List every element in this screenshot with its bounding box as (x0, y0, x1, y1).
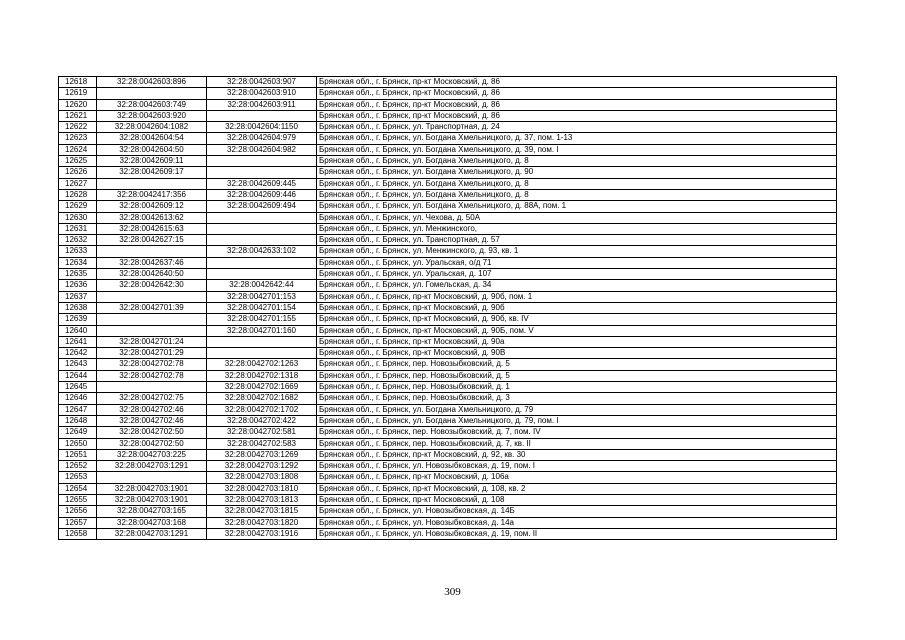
building-cadastral-cell: 32:28:0042609:446 (207, 189, 317, 200)
record-number-cell: 12647 (59, 404, 97, 415)
land-plot-cadastral-cell: 32:28:0042702:78 (97, 370, 207, 381)
table-row (59, 291, 837, 302)
record-number-cell: 12634 (59, 257, 97, 268)
address-cell: Брянская обл., г. Брянск, ул. Чехова, д. 50А (317, 212, 837, 223)
address-cell: Брянская обл., г. Брянск, ул. Богдана Хмельницкого, д. 8 (317, 189, 837, 200)
record-number-cell: 12650 (59, 438, 97, 449)
building-cadastral-cell: 32:28:0042702:1263 (207, 359, 317, 370)
address-cell: Брянская обл., г. Брянск, пр-кт Московский, д. 86 (317, 99, 837, 110)
table-row (59, 235, 837, 246)
building-cadastral-cell: 32:28:0042703:1813 (207, 494, 317, 505)
record-number-cell: 12646 (59, 393, 97, 404)
land-plot-cadastral-cell: 32:28:0042603:896 (97, 77, 207, 88)
address-cell: Брянская обл., г. Брянск, ул. Уральская, о/д 71 (317, 257, 837, 268)
land-plot-cadastral-cell: 32:28:0042642:30 (97, 280, 207, 291)
land-plot-cadastral-cell: 32:28:0042637:46 (97, 257, 207, 268)
address-cell: Брянская обл., г. Брянск, ул. Богдана Хмельницкого, д. 8 (317, 156, 837, 167)
building-cadastral-cell: 32:28:0042701:153 (207, 291, 317, 302)
address-cell: Брянская обл., г. Брянск, пр-кт Московский, д. 86 (317, 110, 837, 121)
address-cell: Брянская обл., г. Брянск, пр-кт Московский, д. 90Б, пом. V (317, 325, 837, 336)
land-plot-cadastral-cell: 32:28:0042603:749 (97, 99, 207, 110)
table-row (59, 88, 837, 99)
land-plot-cadastral-cell: 32:28:0042703:165 (97, 506, 207, 517)
land-plot-cadastral-cell: 32:28:0042604:54 (97, 133, 207, 144)
building-cadastral-cell: 32:28:0042609:445 (207, 178, 317, 189)
building-cadastral-cell: 32:28:0042703:1916 (207, 528, 317, 539)
building-cadastral-cell (207, 257, 317, 268)
land-plot-cadastral-cell: 32:28:0042701:29 (97, 348, 207, 359)
land-plot-cadastral-cell: 32:28:0042702:75 (97, 393, 207, 404)
building-cadastral-cell: 32:28:0042702:583 (207, 438, 317, 449)
record-number-cell: 12649 (59, 427, 97, 438)
land-plot-cadastral-cell: 32:28:0042604:1082 (97, 122, 207, 133)
address-cell: Брянская обл., г. Брянск, пер. Новозыбковский, д. 5 (317, 370, 837, 381)
address-cell: Брянская обл., г. Брянск, ул. Транспортная, д. 24 (317, 122, 837, 133)
land-plot-cadastral-cell (97, 382, 207, 393)
address-cell: Брянская обл., г. Брянск, ул. Транспортная, д. 57 (317, 235, 837, 246)
building-cadastral-cell (207, 336, 317, 347)
record-number-cell: 12642 (59, 348, 97, 359)
record-number-cell: 12637 (59, 291, 97, 302)
record-number-cell: 12644 (59, 370, 97, 381)
page-number: 309 (444, 586, 461, 598)
address-cell: Брянская обл., г. Брянск, пр-кт Московский, д. 90б (317, 302, 837, 313)
address-cell: Брянская обл., г. Брянск, пр-кт Московский, д. 106а (317, 472, 837, 483)
address-cell: Брянская обл., г. Брянск, ул. Богдана Хмельницкого, д. 79 (317, 404, 837, 415)
address-cell: Брянская обл., г. Брянск, пр-кт Московский, д. 108 (317, 494, 837, 505)
building-cadastral-cell (207, 110, 317, 121)
record-number-cell: 12657 (59, 517, 97, 528)
building-cadastral-cell (207, 212, 317, 223)
building-cadastral-cell (207, 348, 317, 359)
land-plot-cadastral-cell: 32:28:0042609:11 (97, 156, 207, 167)
registry-table-body (59, 77, 837, 540)
building-cadastral-cell: 32:28:0042703:1808 (207, 472, 317, 483)
record-number-cell: 12628 (59, 189, 97, 200)
table-row (59, 302, 837, 313)
table-row (59, 189, 837, 200)
land-plot-cadastral-cell: 32:28:0042627:15 (97, 235, 207, 246)
record-number-cell: 12620 (59, 99, 97, 110)
building-cadastral-cell (207, 167, 317, 178)
record-number-cell: 12624 (59, 144, 97, 155)
land-plot-cadastral-cell: 32:28:0042703:1901 (97, 483, 207, 494)
record-number-cell: 12651 (59, 449, 97, 460)
building-cadastral-cell: 32:28:0042642:44 (207, 280, 317, 291)
table-row (59, 449, 837, 460)
land-plot-cadastral-cell: 32:28:0042703:1291 (97, 461, 207, 472)
table-row (59, 359, 837, 370)
land-plot-cadastral-cell (97, 88, 207, 99)
building-cadastral-cell: 32:28:0042603:911 (207, 99, 317, 110)
table-row (59, 494, 837, 505)
record-number-cell: 12639 (59, 314, 97, 325)
record-number-cell: 12645 (59, 382, 97, 393)
table-row (59, 122, 837, 133)
building-cadastral-cell: 32:28:0042702:1682 (207, 393, 317, 404)
table-row (59, 133, 837, 144)
table-row (59, 393, 837, 404)
building-cadastral-cell: 32:28:0042603:910 (207, 88, 317, 99)
table-row (59, 415, 837, 426)
table-row (59, 269, 837, 280)
record-number-cell: 12638 (59, 302, 97, 313)
record-number-cell: 12655 (59, 494, 97, 505)
record-number-cell: 12653 (59, 472, 97, 483)
table-row (59, 257, 837, 268)
record-number-cell: 12654 (59, 483, 97, 494)
land-plot-cadastral-cell (97, 291, 207, 302)
land-plot-cadastral-cell (97, 246, 207, 257)
table-row (59, 314, 837, 325)
land-plot-cadastral-cell: 32:28:0042703:225 (97, 449, 207, 460)
address-cell: Брянская обл., г. Брянск, пер. Новозыбковский, д. 3 (317, 393, 837, 404)
building-cadastral-cell (207, 156, 317, 167)
land-plot-cadastral-cell: 32:28:0042702:46 (97, 415, 207, 426)
building-cadastral-cell (207, 223, 317, 234)
building-cadastral-cell: 32:28:0042703:1292 (207, 461, 317, 472)
table-row (59, 382, 837, 393)
table-row (59, 438, 837, 449)
building-cadastral-cell: 32:28:0042604:982 (207, 144, 317, 155)
address-cell: Брянская обл., г. Брянск, пр-кт Московский, д. 86 (317, 77, 837, 88)
address-cell: Брянская обл., г. Брянск, ул. Новозыбковская, д. 19, пом. I (317, 461, 837, 472)
land-plot-cadastral-cell (97, 472, 207, 483)
building-cadastral-cell: 32:28:0042703:1810 (207, 483, 317, 494)
building-cadastral-cell: 32:28:0042702:1702 (207, 404, 317, 415)
address-cell: Брянская обл., г. Брянск, пр-кт Московский, д. 86 (317, 88, 837, 99)
land-plot-cadastral-cell: 32:28:0042640:50 (97, 269, 207, 280)
record-number-cell: 12621 (59, 110, 97, 121)
table-row (59, 404, 837, 415)
address-cell: Брянская обл., г. Брянск, пер. Новозыбковский, д. 1 (317, 382, 837, 393)
record-number-cell: 12619 (59, 88, 97, 99)
address-cell: Брянская обл., г. Брянск, ул. Богдана Хмельницкого, д. 8 (317, 178, 837, 189)
record-number-cell: 12640 (59, 325, 97, 336)
building-cadastral-cell: 32:28:0042603:907 (207, 77, 317, 88)
address-cell: Брянская обл., г. Брянск, ул. Новозыбковская, д. 14а (317, 517, 837, 528)
record-number-cell: 12631 (59, 223, 97, 234)
record-number-cell: 12652 (59, 461, 97, 472)
building-cadastral-cell: 32:28:0042703:1269 (207, 449, 317, 460)
table-row (59, 461, 837, 472)
address-cell: Брянская обл., г. Брянск, ул. Уральская, д. 107 (317, 269, 837, 280)
table-row (59, 178, 837, 189)
record-number-cell: 12623 (59, 133, 97, 144)
record-number-cell: 12629 (59, 201, 97, 212)
table-row (59, 427, 837, 438)
land-plot-cadastral-cell: 32:28:0042701:39 (97, 302, 207, 313)
table-row (59, 506, 837, 517)
table-row (59, 144, 837, 155)
land-plot-cadastral-cell: 32:28:0042703:168 (97, 517, 207, 528)
address-cell: Брянская обл., г. Брянск, пр-кт Московский, д. 90б, кв. IV (317, 314, 837, 325)
land-plot-cadastral-cell: 32:28:0042417:356 (97, 189, 207, 200)
land-plot-cadastral-cell: 32:28:0042613:62 (97, 212, 207, 223)
land-plot-cadastral-cell (97, 314, 207, 325)
address-cell: Брянская обл., г. Брянск, ул. Богдана Хмельницкого, д. 88А, пом. 1 (317, 201, 837, 212)
table-row (59, 370, 837, 381)
building-cadastral-cell: 32:28:0042702:1318 (207, 370, 317, 381)
building-cadastral-cell: 32:28:0042703:1815 (207, 506, 317, 517)
land-plot-cadastral-cell: 32:28:0042702:78 (97, 359, 207, 370)
record-number-cell: 12626 (59, 167, 97, 178)
building-cadastral-cell: 32:28:0042702:581 (207, 427, 317, 438)
registry-table (58, 76, 837, 540)
building-cadastral-cell: 32:28:0042633:102 (207, 246, 317, 257)
address-cell: Брянская обл., г. Брянск, ул. Гомельская, д. 34 (317, 280, 837, 291)
land-plot-cadastral-cell (97, 325, 207, 336)
table-row (59, 483, 837, 494)
building-cadastral-cell: 32:28:0042609:494 (207, 201, 317, 212)
address-cell: Брянская обл., г. Брянск, пр-кт Московский, д. 90В (317, 348, 837, 359)
address-cell: Брянская обл., г. Брянск, ул. Богдана Хмельницкого, д. 79, пом. I (317, 415, 837, 426)
table-row (59, 325, 837, 336)
table-row (59, 280, 837, 291)
table-row (59, 472, 837, 483)
table-row (59, 212, 837, 223)
address-cell: Брянская обл., г. Брянск, ул. Менжинского, (317, 223, 837, 234)
land-plot-cadastral-cell (97, 178, 207, 189)
address-cell: Брянская обл., г. Брянск, ул. Новозыбковская, д. 14Б (317, 506, 837, 517)
table-row (59, 336, 837, 347)
land-plot-cadastral-cell: 32:28:0042703:1291 (97, 528, 207, 539)
address-cell: Брянская обл., г. Брянск, пр-кт Московский, д. 92, кв. 30 (317, 449, 837, 460)
land-plot-cadastral-cell: 32:28:0042609:17 (97, 167, 207, 178)
address-cell: Брянская обл., г. Брянск, пр-кт Московский, д. 90а (317, 336, 837, 347)
building-cadastral-cell: 32:28:0042701:154 (207, 302, 317, 313)
land-plot-cadastral-cell: 32:28:0042603:920 (97, 110, 207, 121)
record-number-cell: 12641 (59, 336, 97, 347)
record-number-cell: 12625 (59, 156, 97, 167)
building-cadastral-cell: 32:28:0042701:160 (207, 325, 317, 336)
address-cell: Брянская обл., г. Брянск, пер. Новозыбковский, д. 7, пом. IV (317, 427, 837, 438)
record-number-cell: 12643 (59, 359, 97, 370)
building-cadastral-cell: 32:28:0042701:155 (207, 314, 317, 325)
record-number-cell: 12656 (59, 506, 97, 517)
address-cell: Брянская обл., г. Брянск, ул. Богдана Хмельницкого, д. 37, пом. 1-13 (317, 133, 837, 144)
land-plot-cadastral-cell: 32:28:0042702:50 (97, 438, 207, 449)
land-plot-cadastral-cell: 32:28:0042702:46 (97, 404, 207, 415)
table-row (59, 167, 837, 178)
record-number-cell: 12627 (59, 178, 97, 189)
building-cadastral-cell: 32:28:0042604:1150 (207, 122, 317, 133)
land-plot-cadastral-cell: 32:28:0042604:50 (97, 144, 207, 155)
building-cadastral-cell (207, 235, 317, 246)
building-cadastral-cell: 32:28:0042703:1820 (207, 517, 317, 528)
record-number-cell: 12648 (59, 415, 97, 426)
building-cadastral-cell (207, 269, 317, 280)
land-plot-cadastral-cell: 32:28:0042702:50 (97, 427, 207, 438)
land-plot-cadastral-cell: 32:28:0042609:12 (97, 201, 207, 212)
address-cell: Брянская обл., г. Брянск, ул. Богдана Хмельницкого, д. 90 (317, 167, 837, 178)
table-row (59, 348, 837, 359)
record-number-cell: 12630 (59, 212, 97, 223)
building-cadastral-cell: 32:28:0042702:422 (207, 415, 317, 426)
table-row (59, 77, 837, 88)
land-plot-cadastral-cell: 32:28:0042615:63 (97, 223, 207, 234)
address-cell: Брянская обл., г. Брянск, пр-кт Московский, д. 108, кв. 2 (317, 483, 837, 494)
table-row (59, 246, 837, 257)
address-cell: Брянская обл., г. Брянск, ул. Новозыбковская, д. 19, пом. II (317, 528, 837, 539)
address-cell: Брянская обл., г. Брянск, пер. Новозыбковский, д. 7, кв. II (317, 438, 837, 449)
land-plot-cadastral-cell: 32:28:0042701:24 (97, 336, 207, 347)
address-cell: Брянская обл., г. Брянск, пер. Новозыбковский, д. 5 (317, 359, 837, 370)
record-number-cell: 12635 (59, 269, 97, 280)
table-row (59, 156, 837, 167)
address-cell: Брянская обл., г. Брянск, ул. Богдана Хмельницкого, д. 39, пом. I (317, 144, 837, 155)
record-number-cell: 12636 (59, 280, 97, 291)
record-number-cell: 12622 (59, 122, 97, 133)
land-plot-cadastral-cell: 32:28:0042703:1901 (97, 494, 207, 505)
record-number-cell: 12658 (59, 528, 97, 539)
record-number-cell: 12633 (59, 246, 97, 257)
table-row (59, 223, 837, 234)
address-cell: Брянская обл., г. Брянск, ул. Менжинского, д. 93, кв. 1 (317, 246, 837, 257)
building-cadastral-cell: 32:28:0042702:1669 (207, 382, 317, 393)
record-number-cell: 12618 (59, 77, 97, 88)
record-number-cell: 12632 (59, 235, 97, 246)
building-cadastral-cell: 32:28:0042604:979 (207, 133, 317, 144)
table-row (59, 99, 837, 110)
table-row (59, 528, 837, 539)
table-row (59, 517, 837, 528)
address-cell: Брянская обл., г. Брянск, пр-кт Московский, д. 90б, пом. 1 (317, 291, 837, 302)
table-row (59, 201, 837, 212)
table-row (59, 110, 837, 121)
